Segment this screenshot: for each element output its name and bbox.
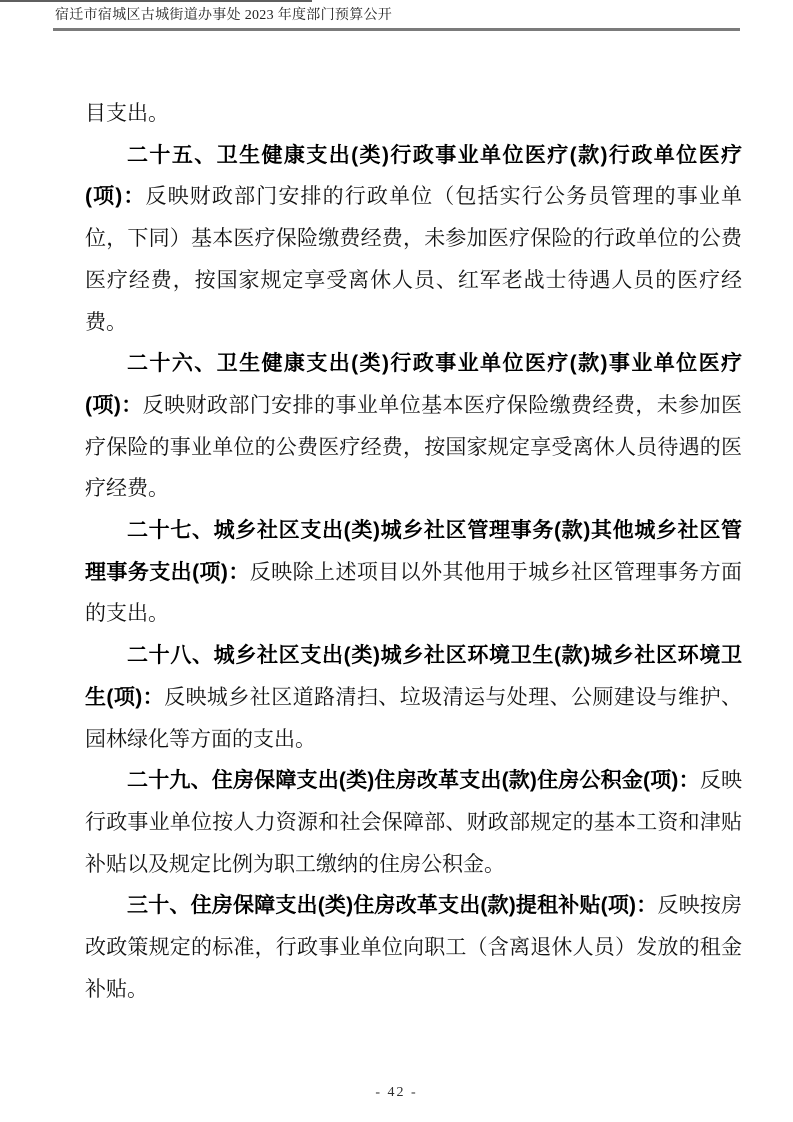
header-rule (53, 28, 740, 31)
paragraph-item-30 (85, 885, 742, 1010)
paragraph-lead: 二十六、卫生健康支出(类)行政事业单位医疗(款)事业单位医疗(项)： (85, 352, 742, 417)
paragraph-lead: 二十九、住房保障支出(类)住房改革支出(款)住房公积金(项)： (127, 769, 700, 793)
paragraph-lead: 二十七、城乡社区支出(类)城乡社区管理事务(款)其他城乡社区管理事务支出(项)： (85, 519, 742, 584)
paragraph-item-25 (85, 135, 742, 344)
paragraph-lead: 二十五、卫生健康支出(类)行政事业单位医疗(款)行政单位医疗(项)： (85, 143, 742, 209)
paragraph-item-27 (85, 510, 742, 635)
paragraph-text: 反映按房改政策规定的标准，行政事业单位向职工（含离退休人员）发放的租金补贴。 (85, 893, 743, 1001)
page-number: - 42 - (375, 1085, 418, 1100)
header-title: 宿迁市宿城区古城街道办事处 2023 年度部门预算公开 (55, 8, 393, 23)
paragraph-item-28 (85, 635, 742, 760)
page-header (55, 7, 392, 25)
paragraph-text: 目支出。 (85, 101, 169, 125)
paragraph-text: 反映行政事业单位按人力资源和社会保障部、财政部规定的基本工资和津贴补贴以及规定比例为职工缴纳的住房公积金。 (85, 768, 743, 876)
page-footer (0, 1085, 793, 1101)
paragraph-item-26 (85, 343, 742, 510)
paragraph-lead: 三十、住房保障支出(类)住房改革支出(款)提租补贴(项)： (127, 894, 658, 918)
paragraph-continuation (85, 93, 742, 135)
paragraph-text: 反映财政部门安排的行政单位（包括实行公务员管理的事业单位，下同）基本医疗保险缴费经费，未参加医疗保险的行政单位的公费医疗经费，按国家规定享受离休人员、红军老战士待遇人员的医疗经费。 (85, 184, 742, 334)
paragraph-item-29 (85, 760, 742, 885)
paragraph-text: 反映除上述项目以外其他用于城乡社区管理事务方面的支出。 (85, 559, 742, 626)
paragraph-lead: 二十八、城乡社区支出(类)城乡社区环境卫生(款)城乡社区环境卫生(项)： (85, 644, 742, 709)
top-edge-artifact-line (0, 0, 312, 2)
document-body (85, 93, 742, 1010)
paragraph-text: 反映财政部门安排的事业单位基本医疗保险缴费经费，未参加医疗保险的事业单位的公费医疗经费，按国家规定享受离休人员待遇的医疗经费。 (85, 392, 742, 501)
paragraph-text: 反映城乡社区道路清扫、垃圾清运与处理、公厕建设与维护、园林绿化等方面的支出。 (85, 684, 742, 751)
